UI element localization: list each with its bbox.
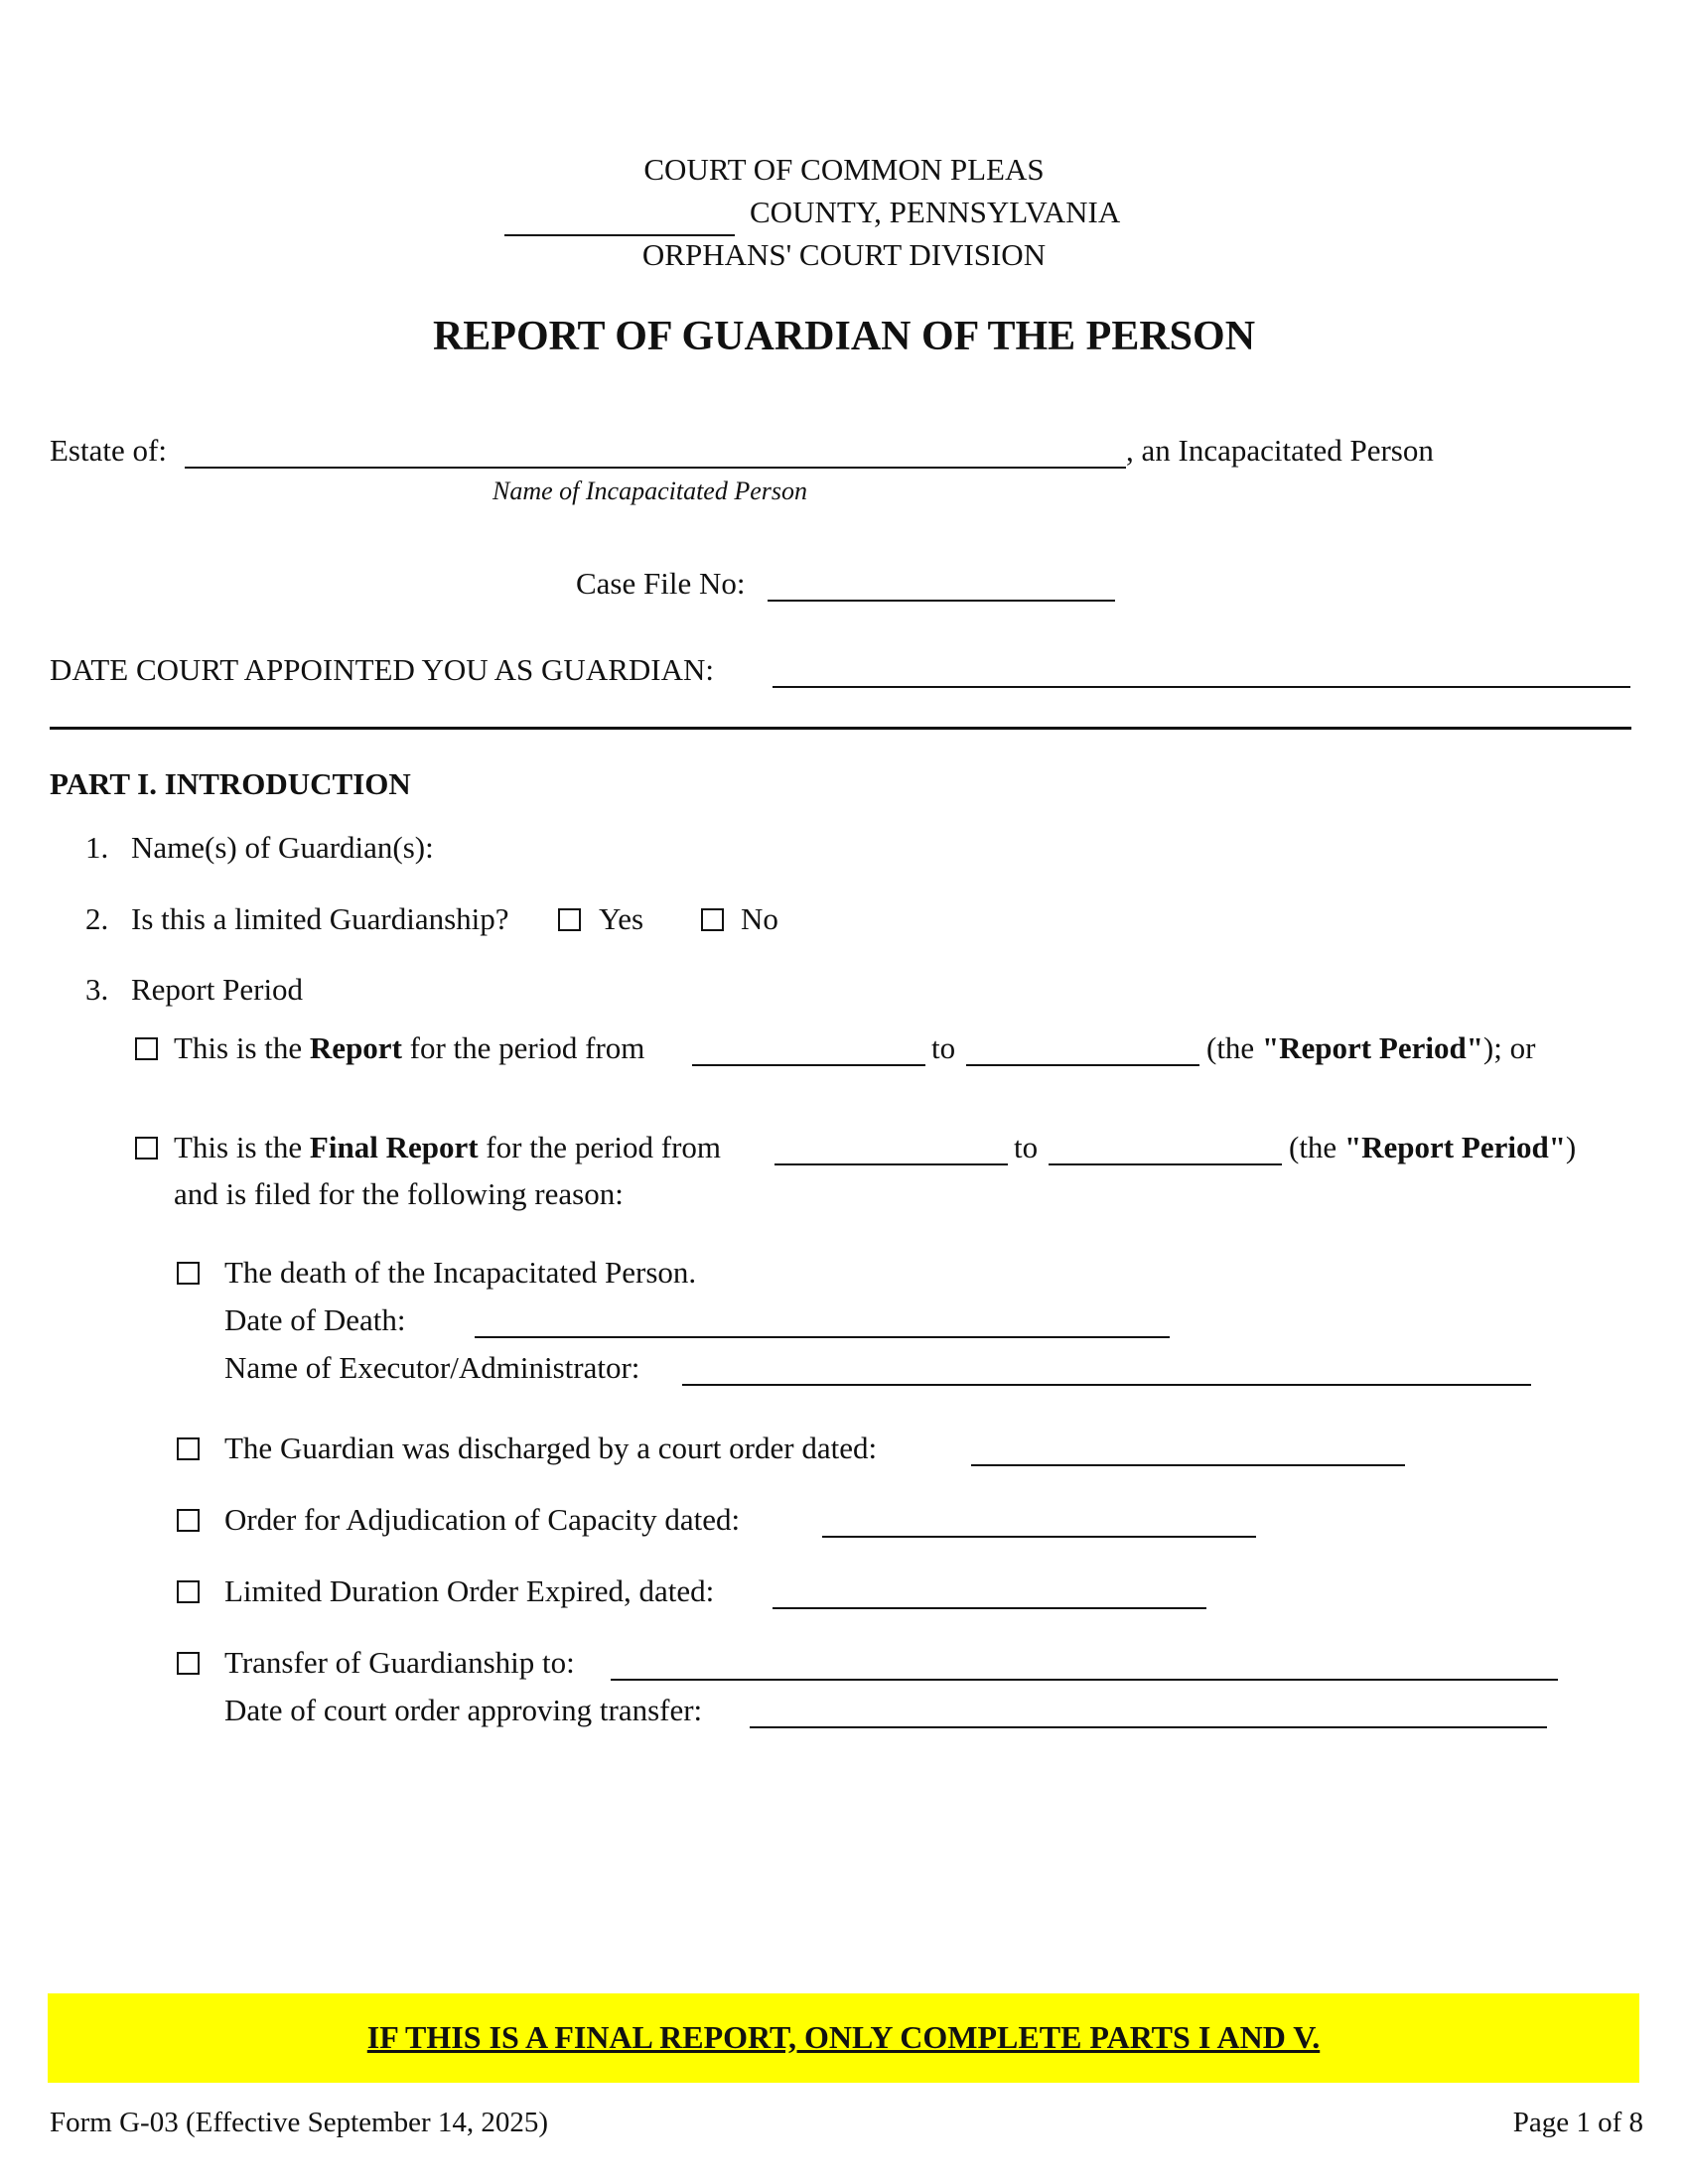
limited-yes-label: Yes <box>599 901 644 936</box>
discharged-label: The Guardian was discharged by a court order dated: <box>224 1431 878 1465</box>
adjudication-checkbox[interactable] <box>177 1509 200 1532</box>
item2-number: 2. <box>85 901 109 936</box>
transfer-to-field[interactable] <box>611 1649 1558 1681</box>
transfer-date-field[interactable] <box>750 1697 1547 1728</box>
page-title: REPORT OF GUARDIAN OF THE PERSON <box>432 314 1256 359</box>
court-name: COURT OF COMMON PLEAS <box>643 152 1045 187</box>
county-field[interactable] <box>504 205 735 236</box>
section-divider <box>50 727 1631 730</box>
death-checkbox[interactable] <box>177 1262 200 1285</box>
county-label: COUNTY, PENNSYLVANIA <box>750 195 1121 229</box>
report-to-field[interactable] <box>966 1034 1199 1066</box>
limited-duration-label: Limited Duration Order Expired, dated: <box>224 1573 715 1608</box>
adjudication-label: Order for Adjudication of Capacity dated: <box>224 1502 741 1537</box>
final-report-checkbox[interactable] <box>135 1137 158 1160</box>
estate-suffix: , an Incapacitated Person <box>1126 433 1434 468</box>
transfer-date-label: Date of court order approving transfer: <box>224 1693 703 1727</box>
final-report-from-field[interactable] <box>774 1134 1008 1165</box>
report-to-label: to <box>931 1030 956 1065</box>
date-of-death-field[interactable] <box>475 1306 1170 1338</box>
limited-no-label: No <box>741 901 778 936</box>
executor-field[interactable] <box>682 1354 1531 1386</box>
date-of-death-label: Date of Death: <box>224 1302 406 1337</box>
final-report-period-note: (the "Report Period") <box>1289 1130 1577 1164</box>
date-appointed-label: DATE COURT APPOINTED YOU AS GUARDIAN: <box>50 652 714 687</box>
item2-label: Is this a limited Guardianship? <box>131 901 509 936</box>
transfer-label: Transfer of Guardianship to: <box>224 1645 575 1680</box>
transfer-checkbox[interactable] <box>177 1652 200 1675</box>
report-checkbox[interactable] <box>135 1037 158 1060</box>
form-number: Form G-03 (Effective September 14, 2025) <box>50 2107 549 2138</box>
report-period-note: (the "Report Period"); or <box>1206 1030 1536 1065</box>
limited-duration-checkbox[interactable] <box>177 1580 200 1603</box>
final-report-banner <box>48 1993 1639 2083</box>
limited-no-checkbox[interactable] <box>701 908 724 931</box>
adjudication-date-field[interactable] <box>822 1506 1256 1538</box>
part1-heading: PART I. INTRODUCTION <box>50 766 411 801</box>
case-file-field[interactable] <box>768 570 1115 602</box>
final-report-reason-intro: and is filed for the following reason: <box>174 1176 624 1211</box>
limited-yes-checkbox[interactable] <box>558 908 581 931</box>
discharged-date-field[interactable] <box>971 1434 1405 1466</box>
banner-text: IF THIS IS A FINAL REPORT, ONLY COMPLETE PARTS I AND V. <box>366 2019 1321 2055</box>
final-report-to-field[interactable] <box>1049 1134 1282 1165</box>
final-report-to-label: to <box>1014 1130 1039 1164</box>
discharged-checkbox[interactable] <box>177 1437 200 1460</box>
limited-duration-date-field[interactable] <box>773 1577 1206 1609</box>
estate-label: Estate of: <box>50 433 167 468</box>
executor-label: Name of Executor/Administrator: <box>224 1350 640 1385</box>
item1-number: 1. <box>85 830 109 865</box>
estate-caption: Name of Incapacitated Person <box>492 477 807 505</box>
incapacitated-person-name-field[interactable] <box>185 437 1126 469</box>
report-from-field[interactable] <box>692 1034 925 1066</box>
final-report-option-text: This is the Final Report for the period from <box>174 1130 722 1164</box>
item1-label: Name(s) of Guardian(s): <box>131 830 434 865</box>
death-label: The death of the Incapacitated Person. <box>224 1255 697 1290</box>
division-name: ORPHANS' COURT DIVISION <box>641 237 1047 272</box>
item3-number: 3. <box>85 972 109 1007</box>
case-file-label: Case File No: <box>576 566 746 601</box>
page-number: Page 1 of 8 <box>1512 2107 1643 2138</box>
item3-label: Report Period <box>131 972 304 1007</box>
report-option-text: This is the Report for the period from <box>174 1030 645 1065</box>
date-appointed-field[interactable] <box>773 656 1630 688</box>
